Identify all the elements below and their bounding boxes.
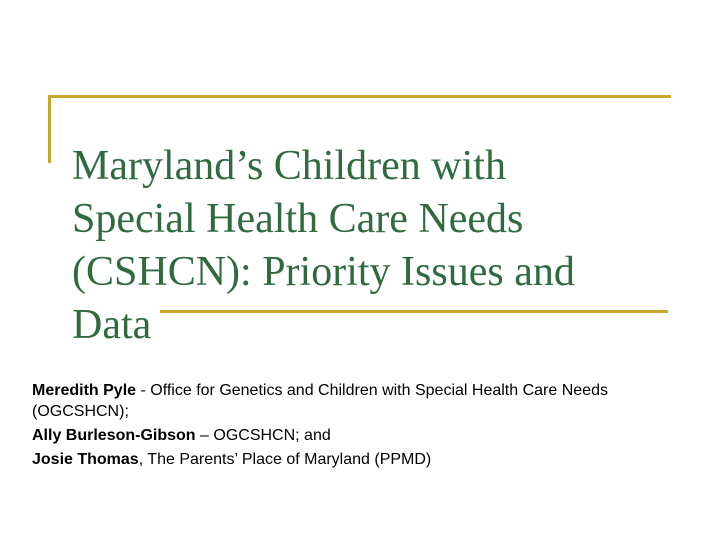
author-detail-1: - Office for Genetics and Children with Special Health Care Needs (OGCSHCN); bbox=[32, 382, 608, 420]
author-line-2 bbox=[32, 425, 692, 446]
decorative-left-line bbox=[48, 95, 51, 163]
author-line-1 bbox=[32, 380, 692, 422]
author-line-3 bbox=[32, 449, 692, 470]
author-name-3: Josie Thomas bbox=[32, 451, 139, 468]
title-line-2: Special Health Care Needs bbox=[72, 196, 524, 242]
author-detail-3: , The Parents’ Place of Maryland (PPMD) bbox=[138, 451, 432, 468]
author-detail-2: – OGCSHCN; and bbox=[195, 427, 331, 444]
title-line-1: Maryland’s Children with bbox=[72, 143, 506, 189]
slide-title bbox=[72, 140, 672, 352]
decorative-top-line bbox=[48, 95, 671, 98]
title-line-3: (CSHCN): Priority Issues and bbox=[72, 249, 575, 295]
author-name-2: Ally Burleson-Gibson bbox=[32, 427, 196, 444]
author-list bbox=[32, 380, 692, 473]
title-line-4: Data bbox=[72, 302, 152, 348]
author-name-1: Meredith Pyle bbox=[32, 382, 137, 399]
